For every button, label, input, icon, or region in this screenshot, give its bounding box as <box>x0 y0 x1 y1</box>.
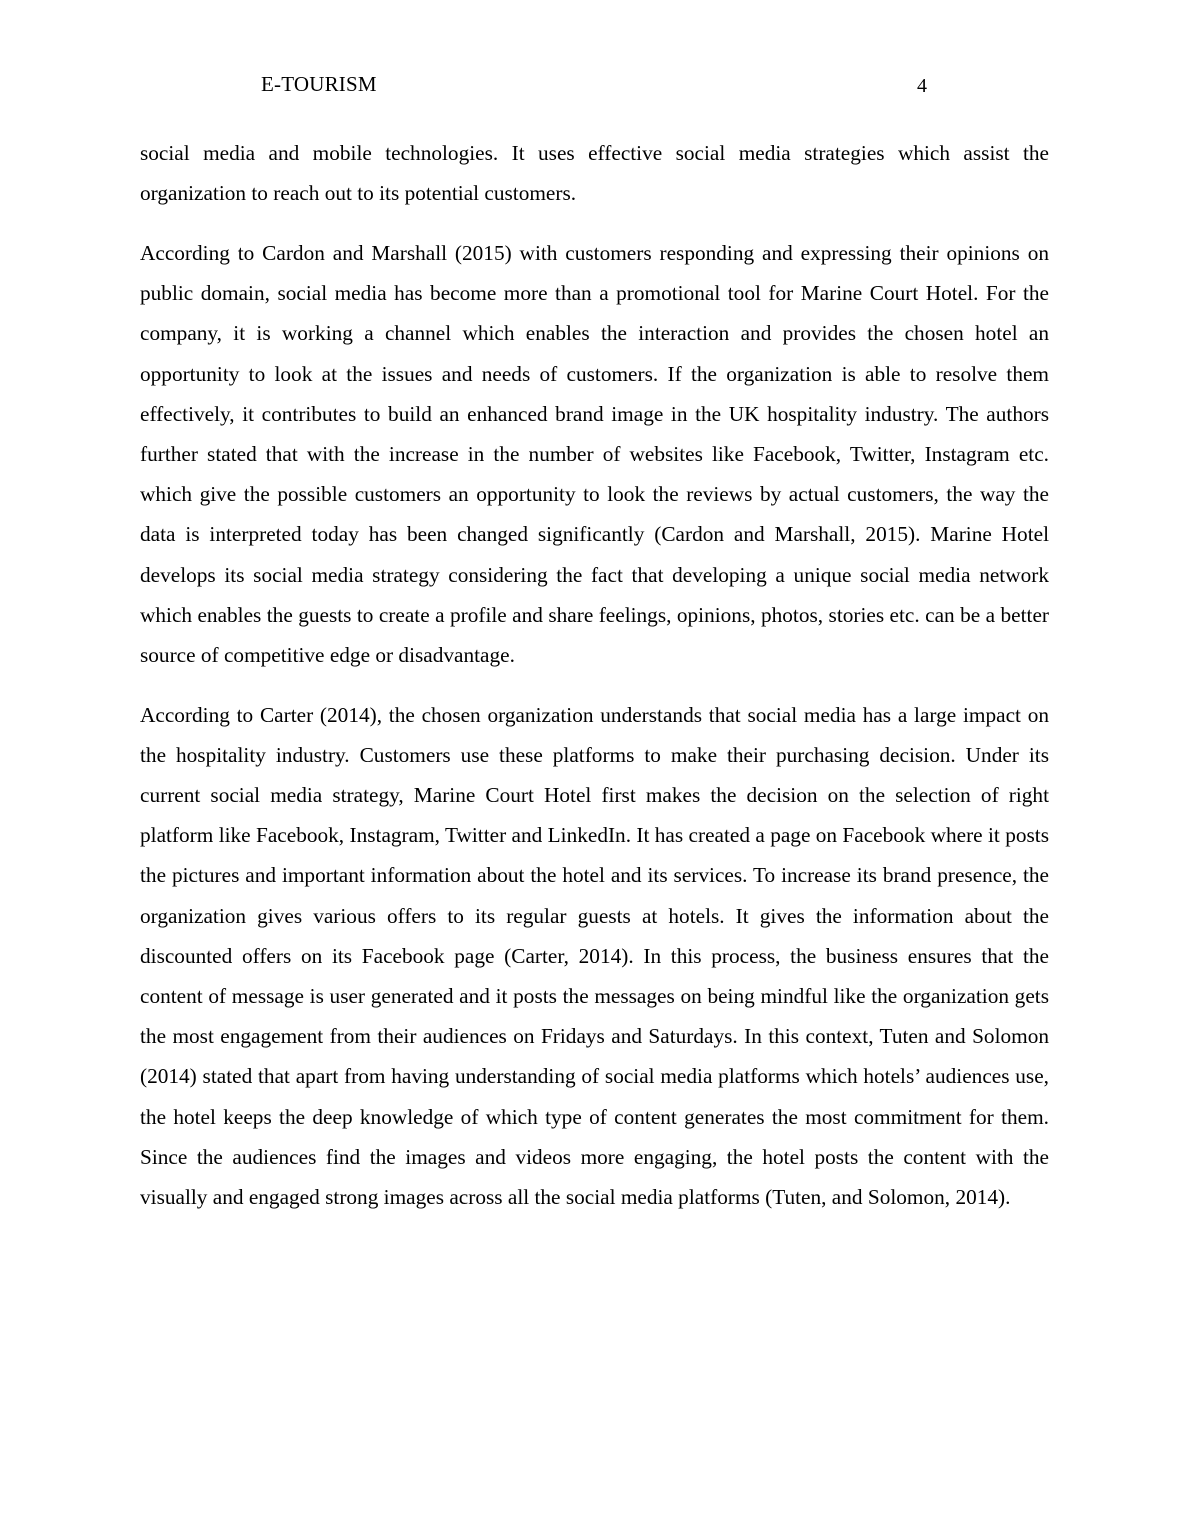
paragraph-1: social media and mobile technologies. It uses effective social media strategies which assist the organization to reach out to its potential customers. <box>140 141 1049 206</box>
paragraph-3: According to Carter (2014), the chosen organization understands that social media has a large impact on the hospitality industry. Customers use these platforms to make their purchasing decision. Under its current social media strategy, Marine Court Hotel first makes the decision on the selection of right platform like Facebook, Instagram, Twitter and LinkedIn. It has created a page on Facebook where it posts the pictures and important information about the hotel and its services. To increase its brand presence, the organization gives various offers to its regular guests at hotels. It gives the information about the discounted offers on its Facebook page (Carter, 2014). In this process, the business ensures that the content of message is user generated and it posts the messages on being mindful like the organization gets the most engagement from their audiences on Fridays and Saturdays. In this context, Tuten and Solomon (2014) stated that apart from having understanding of social media platforms which hotels’ audiences use, the hotel keeps the deep knowledge of which type of content generates the most commitment for them. Since the audiences find the images and videos more engaging, the hotel posts the content with the visually and engaged strong images across all the social media platforms (Tuten, and Solomon, 2014). <box>140 702 1049 1210</box>
paragraph-2: According to Cardon and Marshall (2015) with customers responding and expressing their opinions on public domain, social media has become more than a promotional tool for Marine Court Hotel. For the company, it is working a channel which enables the interaction and provides the chosen hotel an opportunity to look at the issues and needs of customers. If the organization is able to resolve them effectively, it contributes to build an enhanced brand image in the UK hospitality industry. The authors further stated that with the increase in the number of websites like Facebook, Twitter, Instagram etc. which give the possible customers an opportunity to look the reviews by actual customers, the way the data is interpreted today has been changed significantly (Cardon and Marshall, 2015). Marine Hotel develops its social media strategy considering the fact that developing a unique social media network which enables the guests to create a profile and share feelings, opinions, photos, stories etc. can be a better source of competitive edge or disadvantage. <box>140 240 1049 667</box>
running-head-title: E-TOURISM <box>261 72 377 96</box>
page-number: 4 <box>917 75 927 97</box>
body-text <box>140 133 1049 1237</box>
